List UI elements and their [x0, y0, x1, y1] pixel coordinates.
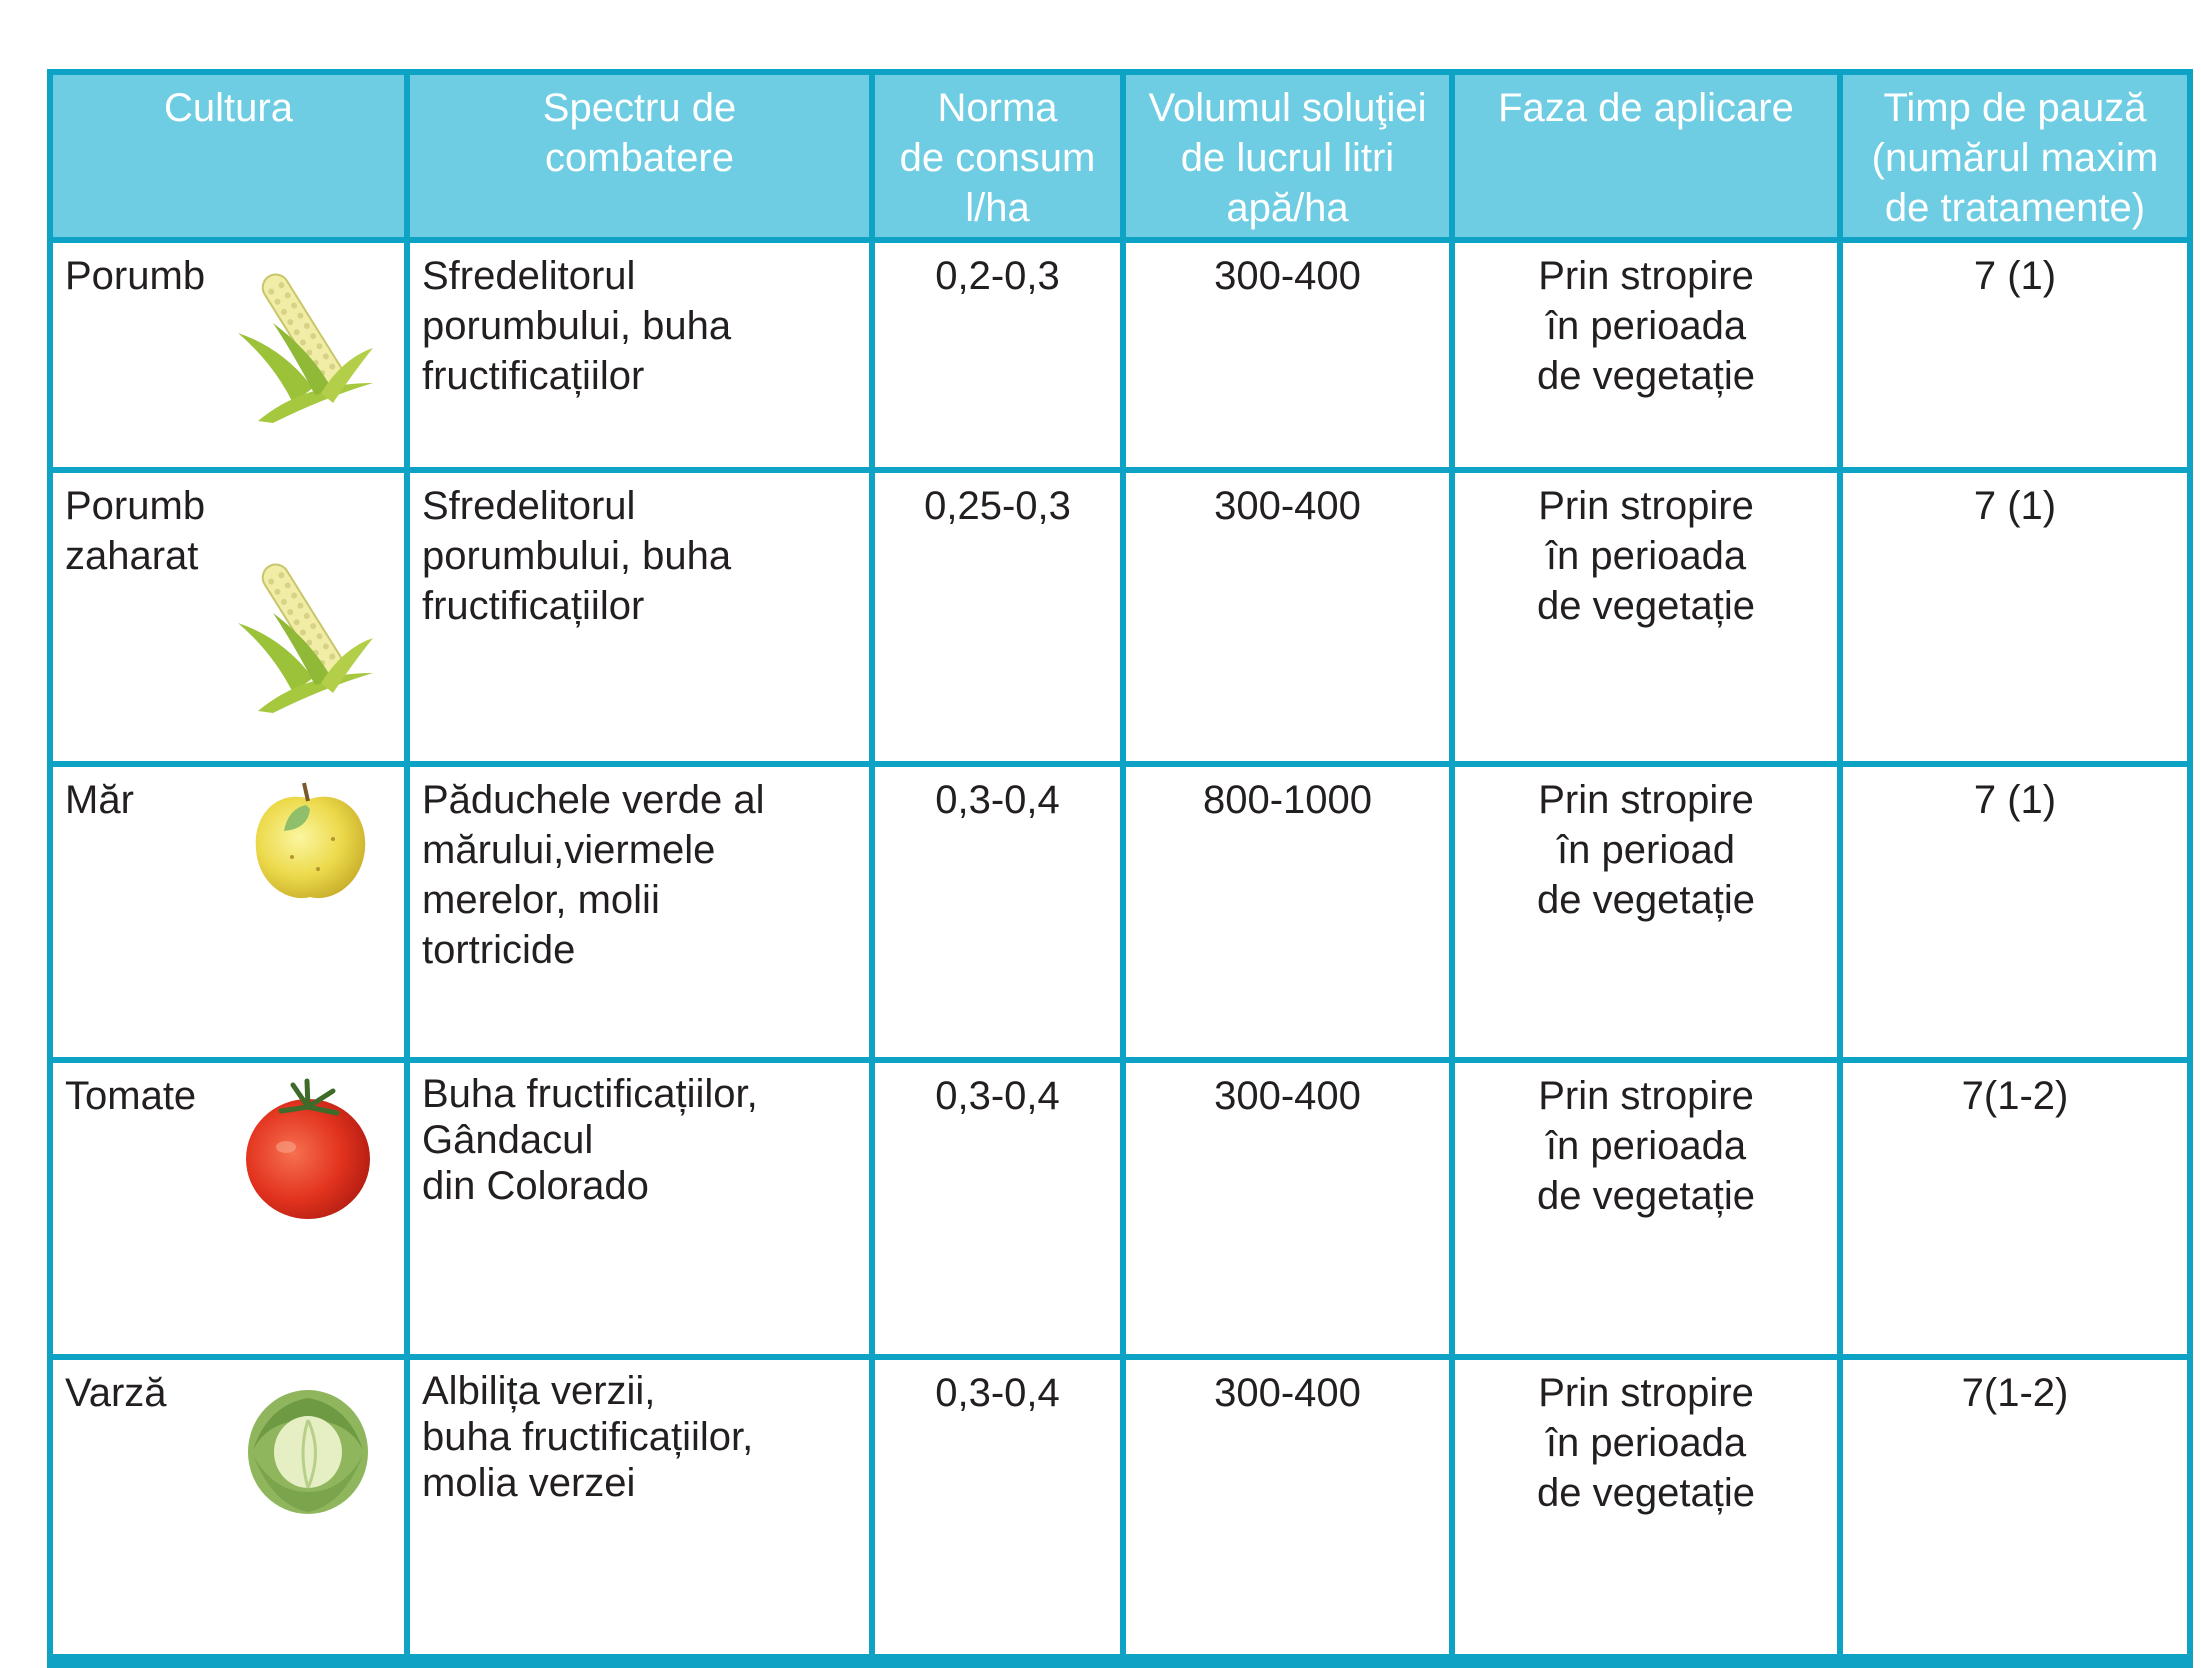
- header-row: [50, 72, 2190, 240]
- crop-name: Porumb: [65, 254, 206, 298]
- crop-cell: [50, 764, 407, 1060]
- crop-name: Porumb zaharat: [65, 484, 206, 578]
- spectru-cell: Sfredelitorul porumbului, buha fructificațiilor: [407, 240, 872, 470]
- table-row: [50, 1357, 2190, 1661]
- header-norma: Norma de consum l/ha: [872, 72, 1123, 240]
- faza-cell: Prin stropire în perioada de vegetație: [1452, 1060, 1840, 1357]
- crop-cell: [50, 1060, 407, 1357]
- faza-cell: Prin stropire în perioad de vegetație: [1452, 764, 1840, 1060]
- timp-cell: 7(1-2): [1840, 1060, 2190, 1357]
- volum-cell: 300-400: [1123, 1357, 1452, 1661]
- spectru-cell: Sfredelitorul porumbului, buha fructificațiilor: [407, 470, 872, 764]
- header-cultura: Cultura: [50, 72, 407, 240]
- volum-cell: 300-400: [1123, 240, 1452, 470]
- norma-cell: 0,3-0,4: [872, 764, 1123, 1060]
- norma-cell: 0,3-0,4: [872, 1357, 1123, 1661]
- table-row: [50, 764, 2190, 1060]
- tomato-icon: [241, 1077, 375, 1222]
- timp-cell: 7 (1): [1840, 470, 2190, 764]
- pesticide-table: [47, 69, 2193, 1668]
- faza-cell: Prin stropire în perioada de vegetație: [1452, 1357, 1840, 1661]
- faza-cell: Prin stropire în perioada de vegetație: [1452, 470, 1840, 764]
- crop-cell: [50, 240, 407, 470]
- crop-name: Măr: [65, 778, 134, 822]
- cabbage-icon: [243, 1380, 373, 1520]
- spectru-cell: Albilița verzii, buha fructificațiilor, molia verzei: [407, 1357, 872, 1661]
- header-faza: Faza de aplicare: [1452, 72, 1840, 240]
- timp-cell: 7(1-2): [1840, 1357, 2190, 1661]
- header-volum: Volumul soluţiei de lucrul litri apă/ha: [1123, 72, 1452, 240]
- crop-name: Tomate: [65, 1074, 197, 1118]
- table-row: [50, 470, 2190, 764]
- apple-icon: [248, 779, 373, 907]
- norma-cell: 0,3-0,4: [872, 1060, 1123, 1357]
- crop-cell: [50, 470, 407, 764]
- timp-cell: 7 (1): [1840, 240, 2190, 470]
- header-timp: Timp de pauză (numărul maxim de tratamente): [1840, 72, 2190, 240]
- norma-cell: 0,25-0,3: [872, 470, 1123, 764]
- norma-cell: 0,2-0,3: [872, 240, 1123, 470]
- spectru-cell: Buha fructificațiilor, Gândacul din Colorado: [407, 1060, 872, 1357]
- crop-cell: [50, 1357, 407, 1661]
- table-row: [50, 240, 2190, 470]
- corn-icon: [233, 553, 381, 713]
- crop-name: Varză: [65, 1371, 167, 1415]
- corn-icon: [233, 263, 381, 423]
- volum-cell: 300-400: [1123, 470, 1452, 764]
- header-spectru: Spectru de combatere: [407, 72, 872, 240]
- table-row: [50, 1060, 2190, 1357]
- spectru-cell: Păduchele verde al mărului,viermele merelor, molii tortricide: [407, 764, 872, 1060]
- volum-cell: 300-400: [1123, 1060, 1452, 1357]
- volum-cell: 800-1000: [1123, 764, 1452, 1060]
- timp-cell: 7 (1): [1840, 764, 2190, 1060]
- faza-cell: Prin stropire în perioada de vegetație: [1452, 240, 1840, 470]
